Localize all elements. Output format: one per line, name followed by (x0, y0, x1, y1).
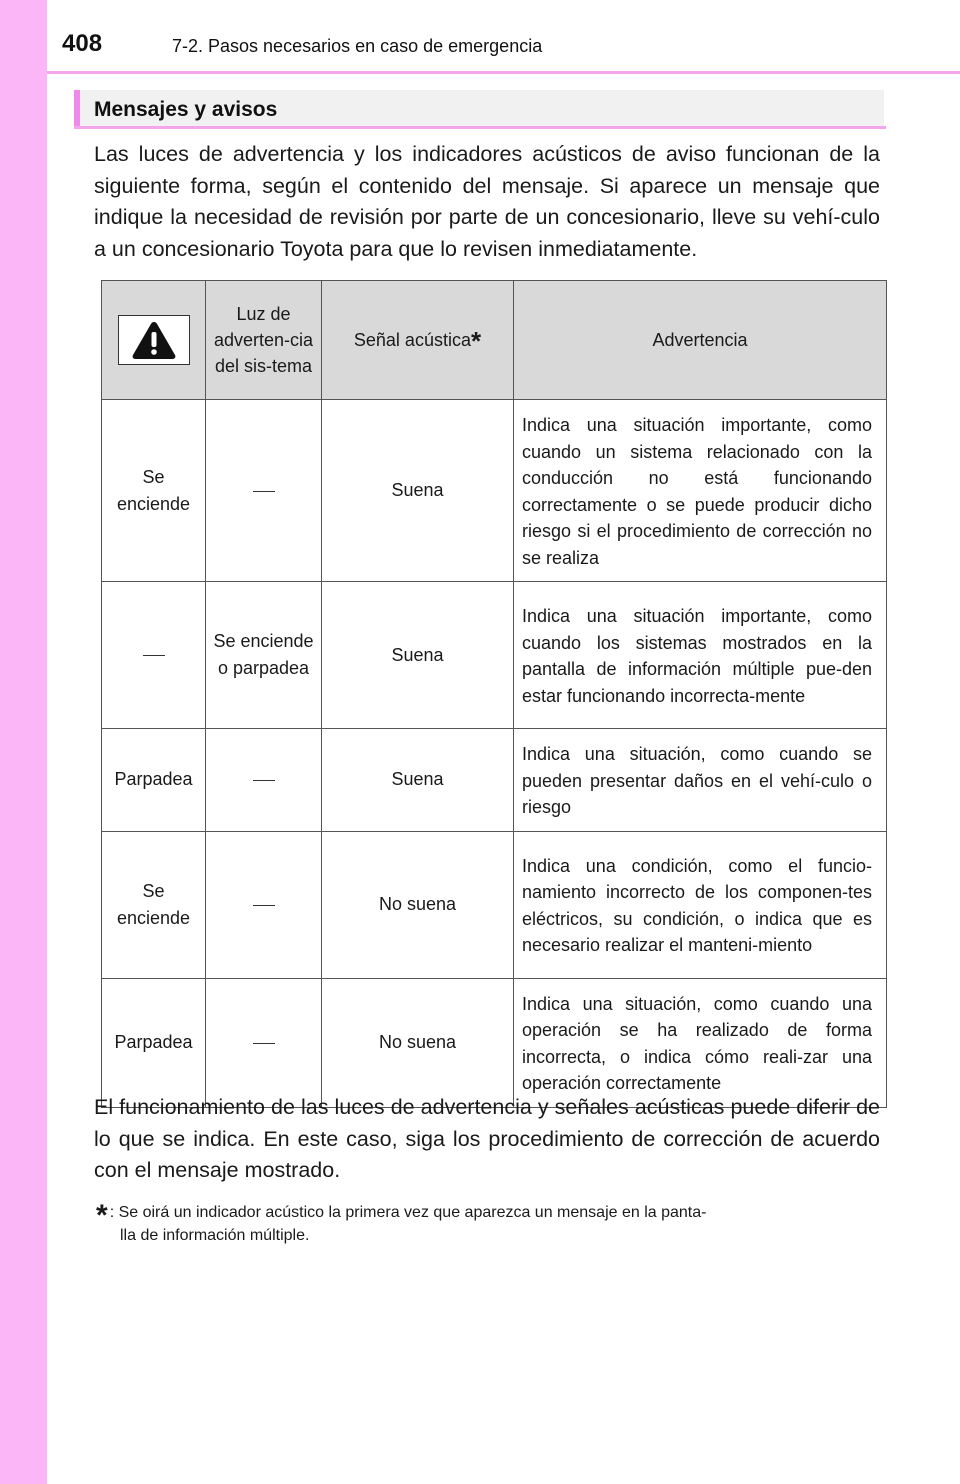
intro-paragraph: Las luces de advertencia y los indicadores acústicos de aviso funcionan de la siguiente forma, según el contenido del mensaje. Si aparece un mensaje que indique la necesidad de revisión por parte de un concesionario, lleve su vehí-culo a un concesionario Toyota para que lo revisen inmediatamente. (94, 142, 880, 261)
cell-warning: Indica una condición, como el funcio-namiento incorrecto de los componen-tes eléctricos, su condición, o indica que es necesario realizar el manteni-miento (514, 831, 887, 978)
page-number: 408 (62, 30, 103, 57)
header-sound (322, 281, 514, 400)
section-heading-underline (74, 126, 886, 129)
header-warning-triangle (102, 281, 206, 400)
cell-triangle: Parpadea (102, 729, 206, 832)
footnote (96, 1194, 886, 1249)
header-warning-light: Luz de adverten-cia del sis-tema (206, 281, 322, 400)
cell-warning-light (206, 831, 322, 978)
cell-triangle (102, 582, 206, 729)
dash-mark (253, 905, 275, 906)
cell-warning-light (206, 729, 322, 832)
cell-sound: Suena (322, 729, 514, 832)
side-margin-band (0, 0, 47, 1484)
header-sound-label: Señal acústica (353, 330, 471, 350)
header-warning: Advertencia (514, 281, 887, 400)
dash-mark (253, 491, 275, 492)
table-row (102, 831, 887, 978)
cell-sound: Suena (322, 400, 514, 582)
footnote-text-line2: lla de información múltiple. (120, 1227, 310, 1244)
cell-triangle: Parpadea (102, 978, 206, 1107)
table-header-row (102, 281, 887, 400)
cell-sound: No suena (322, 831, 514, 978)
cell-warning-light: Se enciende o parpadea (206, 582, 322, 729)
dash-mark (143, 655, 165, 656)
cell-warning-light (206, 978, 322, 1107)
cell-warning: Indica una situación importante, como cuando un sistema relacionado con la conducción no está funcionando correctamente o se puede producir dicho riesgo si el procedimiento de corrección no se realiza (514, 400, 887, 582)
dash-mark (253, 780, 275, 781)
outro-paragraph: El funcionamiento de las luces de advertencia y señales acústicas puede diferir de lo que se indica. En este caso, siga los procedimiento de corrección de acuerdo con el mensaje mostrado. (94, 1095, 880, 1182)
cell-triangle: Se enciende (102, 400, 206, 582)
cell-warning: Indica una situación, como cuando una operación se ha realizado de forma incorrecta, o indica cómo reali-zar una operación correctamente (514, 978, 887, 1107)
chapter-title: 7-2. Pasos necesarios en caso de emergencia (172, 36, 543, 56)
section-heading (74, 90, 884, 128)
section-heading-text: Mensajes y avisos (94, 98, 278, 121)
warning-triangle-icon (118, 315, 190, 365)
cell-sound: Suena (322, 582, 514, 729)
cell-warning: Indica una situación importante, como cuando los sistemas mostrados en la pantalla de información múltiple pue-den estar funcionando incorrecta-mente (514, 582, 887, 729)
header-rule (47, 71, 960, 74)
footnote-mark: * (96, 1199, 108, 1232)
cell-triangle: Se enciende (102, 831, 206, 978)
dash-mark (253, 1043, 275, 1044)
header-sound-footnote-mark: * (470, 326, 482, 356)
table-row (102, 729, 887, 832)
cell-warning-light (206, 400, 322, 582)
cell-warning: Indica una situación, como cuando se pueden presentar daños en el vehí-culo o riesgo (514, 729, 887, 832)
table-row (102, 978, 887, 1107)
cell-sound: No suena (322, 978, 514, 1107)
footnote-text-line1: : Se oirá un indicador acústico la primera vez que aparezca un mensaje en la panta- (109, 1204, 707, 1221)
table-row (102, 400, 887, 582)
table-row (102, 582, 887, 729)
warning-table (101, 280, 887, 1108)
